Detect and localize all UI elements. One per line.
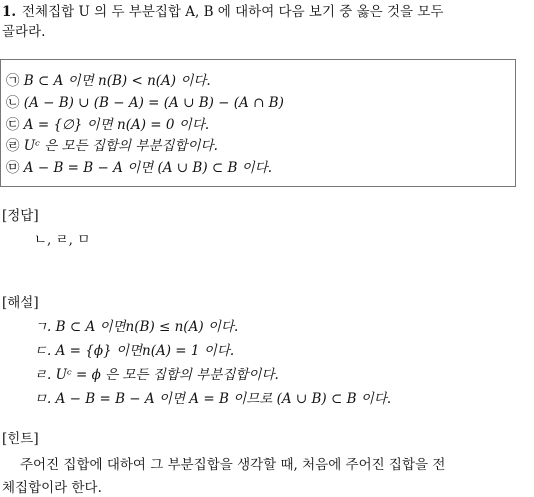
choice-text: (A − B) ∪ (B − A) = (A ∪ B) − (A ∩ B) xyxy=(23,95,284,111)
choice-1 xyxy=(6,72,211,90)
choice-text: B ⊂ A 이면 n(B) < n(A) 이다. xyxy=(23,73,211,89)
explanation-item-1: ㄱ. B ⊂ A 이면n(B) ≤ n(A) 이다. xyxy=(34,319,239,335)
choice-text: A − B = B − A 이면 (A ∪ B) ⊂ B 이다. xyxy=(23,160,273,176)
choice-text: A = {∅} 이면 n(A) = 0 이다. xyxy=(23,117,210,133)
explanation-item-4: ㅁ. A − B = B − A 이면 A = B 이므로 (A ∪ B) ⊂ B 이다. xyxy=(34,391,392,407)
choice-4 xyxy=(6,137,218,155)
explanation-item-3: ㄹ. Uᶜ = ϕ 은 모든 집합의 부분집합이다. xyxy=(34,367,279,383)
answer-text: ㄴ, ㄹ, ㅁ xyxy=(34,232,91,248)
hint-text-line1: 주어진 집합에 대하여 그 부분집합을 생각할 때, 처음에 주어진 집합을 전 xyxy=(20,457,446,473)
choice-marker: ㉠ xyxy=(6,73,20,89)
question-text-line1: 전체집합 U 의 두 부분집합 A, B 에 대하여 다음 보기 중 옳은 것을 모두 xyxy=(22,4,444,20)
choice-marker: ㉣ xyxy=(6,138,20,154)
choice-marker: ㉢ xyxy=(6,117,20,133)
explanation-item-2: ㄷ. A = {ϕ} 이면n(A) = 1 이다. xyxy=(34,343,235,359)
hint-text-line2: 체집합이라 한다. xyxy=(2,480,102,496)
answer-heading: [정답] xyxy=(2,208,39,224)
explanation-heading: [해설] xyxy=(2,295,39,311)
choice-2 xyxy=(6,94,284,112)
choice-text: Uᶜ 은 모든 집합의 부분집합이다. xyxy=(23,138,218,154)
choice-marker: ㉤ xyxy=(6,160,20,176)
question-number: 1. xyxy=(2,4,17,20)
choice-5 xyxy=(6,159,272,177)
choice-3 xyxy=(6,116,209,134)
question-text-line2: 골라라. xyxy=(2,24,46,40)
choice-marker: ㉡ xyxy=(6,95,20,111)
hint-heading: [힌트] xyxy=(2,431,39,447)
